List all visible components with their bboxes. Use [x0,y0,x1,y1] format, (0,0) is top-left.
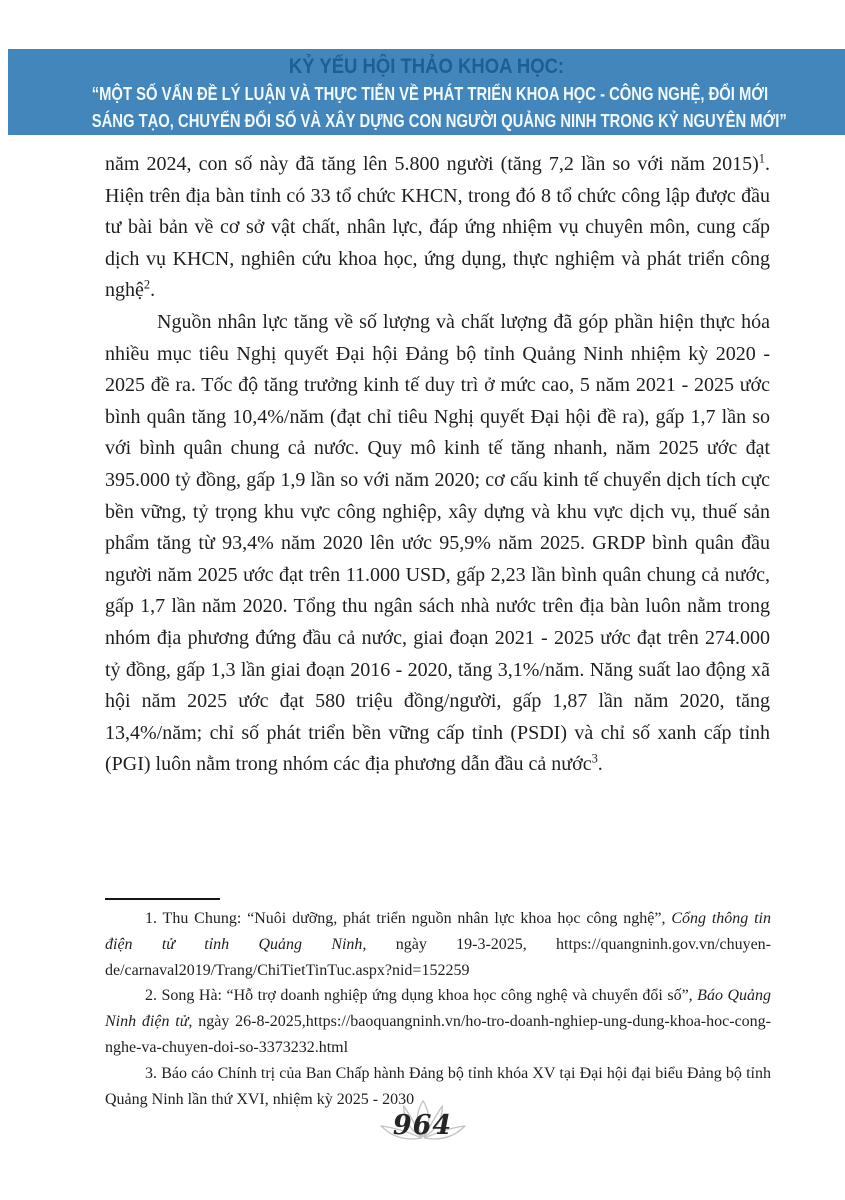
page-footer [0,1094,845,1164]
footnote-3: 3. Báo cáo Chính trị của Ban Chấp hành Đảng bộ tỉnh khóa XV tại Đại hội đại biểu Đảng bộ tỉnh Quảng Ninh lần thứ XVI, nhiệm kỳ 2025 - 2030 [105,1064,771,1108]
body-paragraph-1: năm 2024, con số này đã tăng lên 5.800 người (tăng 7,2 lần so với năm 2015)$^1$. Hiện trên địa bàn tỉnh có 33 tổ chức KHCN, trong đó 8 tổ chức công lập được đầu tư bài bản về cơ sở vật chất, nhân lực, đáp ứng nhiệm vụ chuyên môn, cung cấp dịch vụ KHCN, nghiên cứu khoa học, ứng dụng, thực nghiệm và phát triển công nghệ$^2$. [105,151,770,302]
body-paragraph-2: Nguồn nhân lực tăng về số lượng và chất lượng đã góp phần hiện thực hóa nhiều mục tiêu Nghị quyết Đại hội Đảng bộ tỉnh Quảng Ninh nhiệm kỳ 2020 - 2025 đề ra. Tốc độ tăng trưởng kinh tế duy trì ở mức cao, 5 năm 2021 - 2025 ước bình quân tăng 10,4%/năm (đạt chỉ tiêu Nghị quyết Đại hội đề ra), gấp 1,7 lần so với bình quân chung cả nước. Quy mô kinh tế tăng nhanh, năm 2025 ước đạt 395.000 tỷ đồng, gấp 1,9 lần so với năm 2020; cơ cấu kinh tế chuyển dịch tích cực bền vững, tỷ trọng khu vực công nghiệp, xây dựng và khu vực dịch vụ, thuế sản phẩm tăng từ 93,4% năm 2020 lên ước 95,9% năm 2025. GRDP bình quân đầu người năm 2025 ước đạt trên 11.000 USD, gấp 2,23 lần bình quân chung cả nước, gấp 1,7 lần năm 2020. Tổng thu ngân sách nhà nước trên địa bàn luôn nằm trong nhóm địa phương đứng đầu cả nước, giai đoạn 2021 - 2025 ước đạt trên 274.000 tỷ đồng, gấp 1,3 lần giai đoạn 2016 - 2020, tăng 3,1%/năm. Năng suất lao động xã hội năm 2025 ước đạt 580 triệu đồng/người, gấp 1,87 lần năm 2020, tăng 13,4%/năm; chỉ số phát triển bền vững cấp tỉnh (PSDI) và chỉ số xanh cấp tỉnh (PGI) luôn nằm trong nhóm các địa phương dẫn đầu cả nước$^3$. [105,310,770,776]
conference-header-banner [8,49,845,135]
banner-title: KỶ YẾU HỘI THẢO KHOA HỌC: [288,55,565,78]
banner-subtitle-line-2: SÁNG TẠO, CHUYỂN ĐỔI SỐ VÀ XÂY DỰNG CON NGƯỜI QUẢNG NINH TRONG KỶ NGUYÊN MỚI” [91,110,787,131]
footnote-1: 1. Thu Chung: “Nuôi dưỡng, phát triển nguồn nhân lực khoa học công nghệ”, Cổng thông tin điện tử tỉnh Quảng Ninh, ngày 19-3-2025, https://quangninh.gov.vn/chuyen-de/carnaval2019/Trang/ChiTietTinTuc.aspx?nid=152259 [105,910,772,979]
footnotes-section [105,906,771,1112]
page-body [105,149,770,781]
page-number: 964 [392,1110,453,1141]
footnote-separator-rule [105,898,220,900]
banner-subtitle-line-1: “MỘT SỐ VẤN ĐỀ LÝ LUẬN VÀ THỰC TIỄN VỀ PHÁT TRIỂN KHOA HỌC - CÔNG NGHỆ, ĐỔI MỚI [91,83,769,104]
footnote-2: 2. Song Hà: “Hỗ trợ doanh nghiệp ứng dụng khoa học công nghệ và chuyển đổi số”, Báo Quảng Ninh điện tử, ngày 26-8-2025,https://baoquangninh.vn/ho-tro-doanh-nghiep-ung-dung-khoa-hoc-cong-nghe-va-chuyen-doi-so-3373232.html [105,987,771,1056]
